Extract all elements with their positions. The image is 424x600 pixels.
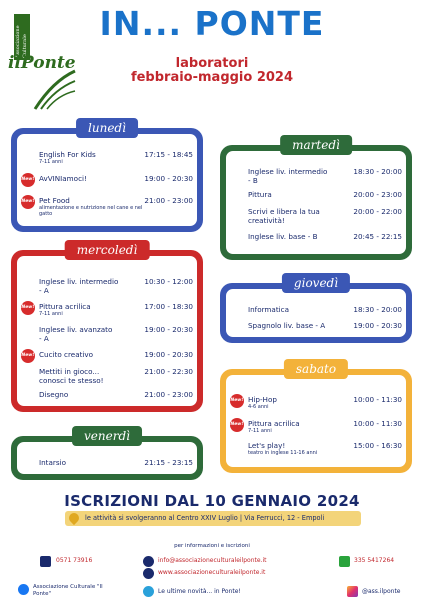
activity-name: Inglese liv. intermedio - A bbox=[39, 277, 119, 295]
activity-time: 19:00 - 20:30 bbox=[144, 174, 193, 183]
website-link[interactable]: www.associazioneculturaleilponte.it bbox=[158, 569, 266, 576]
activity-sub: teatro in inglese 11-16 anni bbox=[248, 450, 318, 456]
day-box-mercoledi bbox=[11, 243, 203, 412]
activity-time: 17:15 - 18:45 bbox=[144, 150, 193, 159]
subtitle-laboratori: laboratori bbox=[175, 56, 249, 71]
day-box-lunedi bbox=[11, 121, 203, 232]
activity-sub: alimentazione e nutrizione nel cane e nel gatto bbox=[39, 205, 143, 217]
activity-row bbox=[19, 325, 195, 349]
activity-time: 17:00 - 18:30 bbox=[144, 302, 193, 311]
activity-name: Inglese liv. base - B bbox=[248, 232, 318, 241]
phone-icon bbox=[40, 556, 51, 567]
activity-row bbox=[19, 367, 195, 391]
address-bar bbox=[65, 511, 361, 526]
day-tag-venerdi: venerdì bbox=[72, 426, 142, 446]
activity-name: English For Kids bbox=[39, 150, 96, 159]
new-badge: New! bbox=[21, 173, 35, 187]
day-tag-lunedi: lunedì bbox=[76, 118, 138, 138]
facebook-link[interactable]: Associazione Culturale "Il Ponte" bbox=[33, 584, 103, 597]
activity-time: 15:00 - 16:30 bbox=[353, 441, 402, 450]
day-box-sabato bbox=[220, 362, 412, 473]
activity-name: Informatica bbox=[248, 305, 290, 314]
map-pin-icon bbox=[67, 511, 81, 525]
day-box-giovedi bbox=[220, 276, 412, 343]
new-badge: New! bbox=[21, 349, 35, 363]
activity-time: 21:00 - 22:30 bbox=[144, 367, 193, 376]
activity-row bbox=[228, 321, 404, 345]
activity-sub: 7-11 anni bbox=[39, 311, 63, 317]
activity-time: 19:00 - 20:30 bbox=[144, 350, 193, 359]
activity-row bbox=[19, 196, 195, 220]
activity-time: 19:00 - 20:30 bbox=[144, 325, 193, 334]
activity-name: Scrivi e libera la tua creatività! bbox=[248, 207, 320, 225]
activity-time: 20:00 - 22:00 bbox=[353, 207, 402, 216]
activity-row bbox=[228, 441, 404, 465]
activity-time: 10:00 - 11:30 bbox=[353, 419, 402, 428]
activity-name: Mettiti in gioco... conosci te stesso! bbox=[39, 367, 104, 385]
activity-name: Intarsio bbox=[39, 458, 66, 467]
address-text: le attività si svolgeranno al Centro XXIV Luglio | Via Ferrucci, 12 - Empoli bbox=[85, 514, 325, 522]
page-title: IN... PONTE bbox=[99, 4, 325, 43]
activity-time: 10:30 - 12:00 bbox=[144, 277, 193, 286]
instagram-icon bbox=[347, 586, 358, 597]
email-link[interactable]: info@associazioneculturaleilponte.it bbox=[158, 557, 267, 564]
registration-banner: ISCRIZIONI DAL 10 GENNAIO 2024 bbox=[64, 492, 360, 510]
activity-sub: 7-11 anni bbox=[39, 159, 63, 165]
activity-row bbox=[228, 207, 404, 231]
activity-name: Disegno bbox=[39, 390, 69, 399]
day-box-venerdi bbox=[11, 429, 203, 480]
logo-name: ilPonte bbox=[8, 53, 76, 73]
activity-row bbox=[19, 458, 195, 482]
activity-row bbox=[228, 232, 404, 256]
day-tag-sabato: sabato bbox=[284, 359, 348, 379]
activity-row bbox=[228, 395, 404, 419]
whatsapp-icon bbox=[339, 556, 350, 567]
activity-name: Pittura bbox=[248, 190, 272, 199]
activity-time: 21:15 - 23:15 bbox=[144, 458, 193, 467]
telegram-link[interactable]: Le ultime novità... in Ponte! bbox=[158, 588, 241, 595]
web-icon bbox=[143, 568, 154, 579]
activity-row bbox=[19, 277, 195, 301]
activity-row bbox=[228, 167, 404, 191]
activity-name: Pet Food bbox=[39, 196, 70, 205]
activity-row bbox=[19, 390, 195, 414]
activity-name: Inglese liv. intermedio - B bbox=[248, 167, 328, 185]
activity-row bbox=[19, 174, 195, 198]
activity-time: 20:45 - 22:15 bbox=[353, 232, 402, 241]
day-box-martedi bbox=[220, 138, 412, 260]
info-header: per informazioni e iscrizioni bbox=[174, 543, 250, 549]
new-badge: New! bbox=[21, 301, 35, 315]
whatsapp-number[interactable]: 335 5417264 bbox=[354, 557, 395, 564]
activity-name: Pittura acrilica bbox=[248, 419, 300, 428]
activity-time: 21:00 - 23:00 bbox=[144, 390, 193, 399]
new-badge: New! bbox=[230, 418, 244, 432]
activity-name: Hip-Hop bbox=[248, 395, 277, 404]
subtitle-period: febbraio-maggio 2024 bbox=[130, 70, 294, 85]
new-badge: New! bbox=[230, 394, 244, 408]
new-badge: New! bbox=[21, 195, 35, 209]
activity-row bbox=[19, 302, 195, 326]
email-icon bbox=[143, 556, 154, 567]
activity-sub: 7-11 anni bbox=[248, 428, 272, 434]
activity-name: Let's play! bbox=[248, 441, 286, 450]
activity-row bbox=[19, 150, 195, 174]
activity-time: 19:00 - 20:30 bbox=[353, 321, 402, 330]
activity-name: Cucito creativo bbox=[39, 350, 94, 359]
activity-name: Pittura acrilica bbox=[39, 302, 91, 311]
activity-time: 18:30 - 20:00 bbox=[353, 305, 402, 314]
day-tag-martedi: martedì bbox=[280, 135, 352, 155]
activity-time: 10:00 - 11:30 bbox=[353, 395, 402, 404]
day-tag-mercoledi: mercoledì bbox=[65, 240, 150, 260]
logo-assoc-text: Associazione Culturale bbox=[15, 25, 28, 58]
activity-time: 18:30 - 20:00 bbox=[353, 167, 402, 176]
activity-name: Spagnolo liv. base - A bbox=[248, 321, 326, 330]
facebook-icon bbox=[18, 584, 29, 595]
instagram-link[interactable]: @ass.ilponte bbox=[362, 588, 401, 595]
activity-name: Inglese liv. avanzato - A bbox=[39, 325, 113, 343]
day-tag-giovedi: giovedì bbox=[282, 273, 350, 293]
activity-time: 20:00 - 23:00 bbox=[353, 190, 402, 199]
activity-sub: 4-6 anni bbox=[248, 404, 269, 410]
telegram-icon bbox=[143, 586, 154, 597]
activity-name: AvVINIamoci! bbox=[39, 174, 87, 183]
activity-row bbox=[228, 419, 404, 443]
phone-number[interactable]: 0571 73916 bbox=[56, 557, 93, 564]
activity-time: 21:00 - 23:00 bbox=[144, 196, 193, 205]
